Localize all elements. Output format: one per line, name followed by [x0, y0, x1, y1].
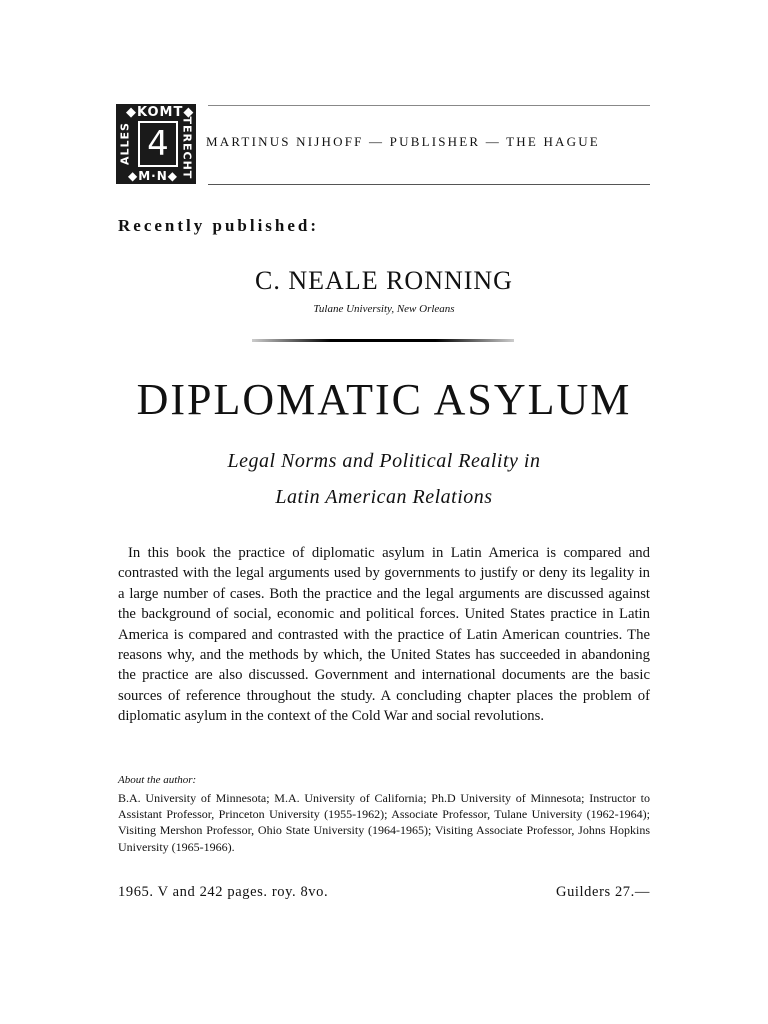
announcement-heading: Recently published:	[118, 216, 320, 235]
header-top-rule	[208, 105, 650, 106]
book-subtitle-line-1: Legal Norms and Political Reality in	[227, 450, 541, 472]
logo-bottom-text: ◆M·N◆	[128, 169, 178, 183]
header-bottom-rule	[208, 184, 650, 185]
book-subtitle-line-2: Latin American Relations	[275, 486, 493, 508]
price: Guilders 27.—	[556, 884, 650, 900]
section-divider	[252, 339, 514, 342]
author-name: C. NEALE RONNING	[255, 266, 513, 295]
logo-right-text: TERECHT	[180, 116, 194, 180]
about-author-heading: About the author:	[118, 774, 197, 786]
publication-info: 1965. V and 242 pages. roy. 8vo.	[118, 884, 329, 900]
publisher-logo	[116, 104, 196, 184]
publisher-line: MARTINUS NIJHOFF — PUBLISHER — THE HAGUE	[206, 134, 600, 149]
logo-top-text: ◆KOMT◆	[126, 105, 195, 120]
book-title: DIPLOMATIC ASYLUM	[136, 375, 632, 424]
logo-number: 4	[138, 121, 178, 167]
author-affiliation: Tulane University, New Orleans	[313, 303, 455, 315]
logo-left-text: ALLES	[118, 122, 132, 165]
about-author-text: B.A. University of Minnesota; M.A. University of California; Ph.D University of Minnesota; Instructor to Assistant Professor, Princeton University (1955-1962); Associate Professor, Tulane University (1962-1964); Visiting Mershon Professor, Ohio State University (1964-1965); Visiting Associate Professor, Johns Hopkins University (1965-1966).	[118, 791, 650, 854]
book-description: In this book the practice of diplomatic asylum in Latin America is compared and contrasted with the legal arguments used by governments to justify or deny its legality in a large number of cases. Both the practice and the legal arguments are discussed against the background of social, economic and political forces. United States practice in Latin America is compared and contrasted with the practice of Latin American countries. The reasons why, and the methods by which, the United States has succeeded in abandoning the practice are also discussed. Government and international documents are the basic sources of reference throughout the study. A concluding chapter places the problem of diplomatic asylum in the context of the Cold War and social revolutions.	[118, 545, 650, 725]
